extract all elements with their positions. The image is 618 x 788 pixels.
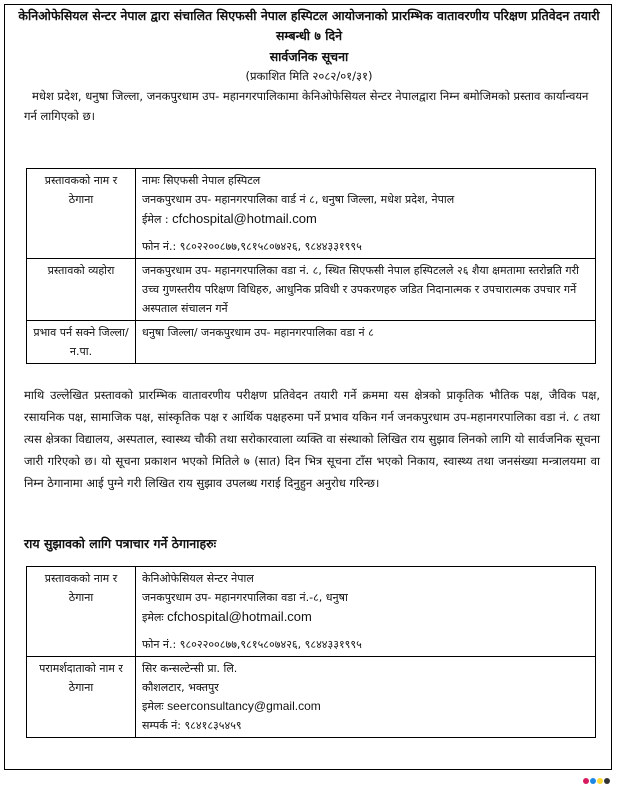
consultant-phone: सम्पर्क नं: ९८४१८३५४५९ [142,719,242,732]
table-row [27,321,596,364]
consultant-name: सिर कन्सल्टेन्सी प्रा. लि. [142,662,238,675]
consultant-email-line [142,697,589,716]
notice-subtitle: सार्वजनिक सूचना [269,49,349,64]
proposer-label: प्रस्तावकको नाम र ठेगाना [27,567,136,657]
address-table [26,566,596,738]
section-heading: राय सुझावको लागि पत्राचार गर्ने ठेगानाहरुः [24,536,217,551]
table-row [27,169,596,259]
published-date: (प्रकाशित मिति २०८२/०१/३१) [245,69,373,83]
body-paragraph: माथि उल्लेखित प्रस्तावको प्रारम्भिक वातावरणीय परीक्षण प्रतिवेदन तयारी गर्ने क्रममा यस क्षेत्रको प्राकृतिक भौतिक पक्ष, जैविक पक्ष, रसायनिक पक्ष, सामाजिक पक्ष, सांस्कृतिक पक्ष र आर्थिक पक्षहरुमा पर्ने प्रभाव यकिन गर्न जनकपुरधाम उप-महानगरपालिका वडा नं. ८ तथा त्यस क्षेत्रका विद्यालय, अस्पताल, स्वास्थ्य चौकी तथा सरोकारवाला व्यक्ति वा संस्थाको लिखित राय सुझाव लिनको लागि यो सार्वजनिक सूचना जारी गरिएको छ। यो सूचना प्रकाशन भएको मितिले ७ (सात) दिन भित्र सूचना टाँस भएको निकाय, स्वास्थ्य तथा जनसंख्या मन्त्रालयमा वा निम्न ठेगानामा आई पुग्ने गरी लिखित राय सुझाव उपलब्ध गराई दिनुहुन अनुरोध गरिन्छ। [24,388,601,490]
proposer-email: cfchospital@hotmail.com [172,211,317,226]
proposal-table [26,168,596,364]
notice-title: केनिओफेसियल सेन्टर नेपाल द्वारा संचालित सिएफसी नेपाल हस्पिटल आयोजनाको प्रारम्भिक वातावरणीय परिक्षण प्रतिवेदन तयारी सम्बन्धी ७ दिने [18,8,600,43]
email-label: इमेलः [142,611,164,624]
proposer-phone: फोन नं.: ९८०२२००८७७,९८१५८०७४२६, ९८४४३३१९९५ [142,240,362,253]
consultant-contact [136,657,596,738]
affected-area: धनुषा जिल्ला/ जनकपुरधाम उप- महानगरपालिका वडा नं ८ [136,321,596,364]
proposer-email-line [142,209,589,229]
proposer-address: जनकपुरधाम उप- महानगरपालिका वार्ड नं ८, धनुषा जिल्ला, मधेश प्रदेश, नेपाल [142,193,455,206]
proposal-description-label: प्रस्तावको व्यहोरा [27,259,136,321]
consultant-address: कौशलटार, भक्तपुर [142,681,219,694]
proposal-description: जनकपुरधाम उप- महानगरपालिका वडा नं. ८, स्थित सिएफसी नेपाल हस्पिटलले २६ शैया क्षमतामा स्तरोन्नति गरी उच्च गुणस्तरीय परिक्षण विधिहरु, आधुनिक प्रविधी र उपकरणहरु जडित निदानात्मक र उपचारात्मक उपचार गर्ने अस्पताल संचालन गर्ने [136,259,596,321]
intro-paragraph: मधेश प्रदेश, धनुषा जिल्ला, जनकपुरधाम उप- महानगरपालिकामा केनिओफेसियल सेन्टर नेपालद्वारा निम्न बमोजिमको प्रस्ताव कार्यान्वयन गर्न लागिएको छ। [24,89,589,123]
proposer-name: केनिओफेसियल सेन्टर नेपाल [142,572,254,585]
proposer-phone: फोन नं.: ९८०२२००८७७,९८१५८०७४२६, ९८४४३३१९९५ [142,638,362,651]
proposer-name: नामः सिएफसी नेपाल हस्पिटल [142,174,261,187]
email-label: ईमेल : [142,213,169,226]
proposer-email: cfchospital@hotmail.com [167,609,312,624]
consultant-label: परामर्शदाताको नाम र ठेगाना [27,657,136,738]
table-row [27,657,596,738]
table-row [27,259,596,321]
table-row [27,567,596,657]
proposer-label: प्रस्तावकको नाम र ठेगाना [27,169,136,259]
consultant-email: seerconsultancy@gmail.com [167,699,321,713]
email-label: इमेलः [142,700,164,713]
affected-area-label: प्रभाव पर्न सक्ने जिल्ला/न.पा. [27,321,136,364]
proposer-address: जनकपुरधाम उप- महानगरपालिका वडा नं.-८, धनुषा [142,591,348,604]
color-registration-dots [582,769,612,775]
proposer-contact [136,567,596,657]
proposer-email-line [142,607,589,627]
proposer-details [136,169,596,259]
